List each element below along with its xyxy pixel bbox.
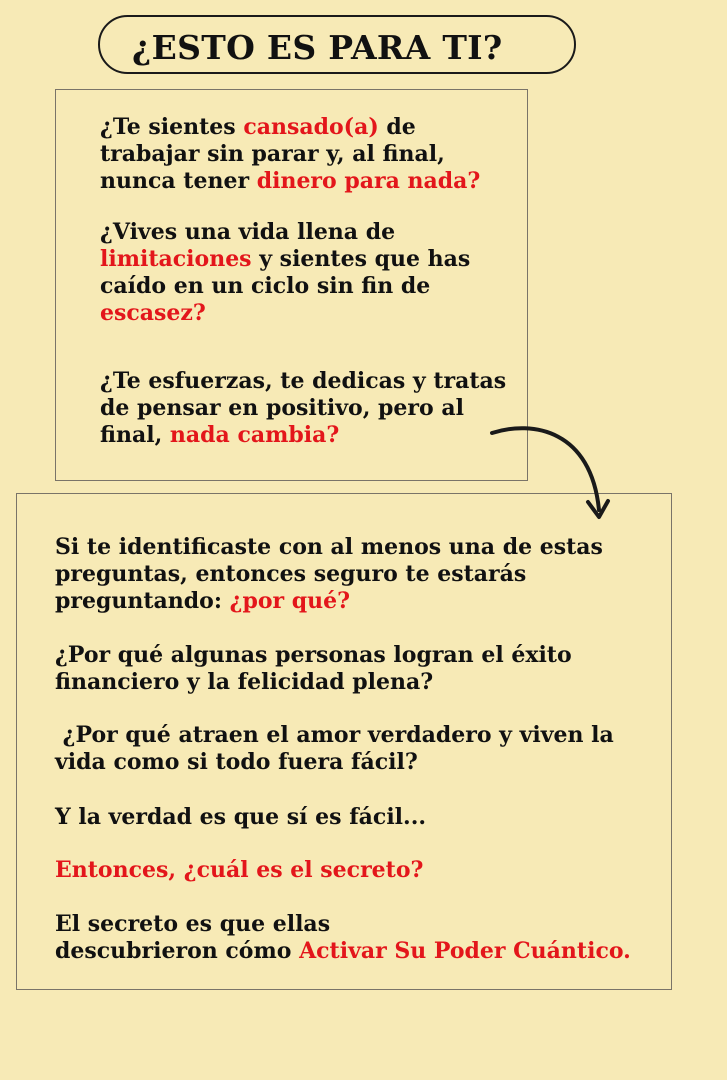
- secret-answer: [55, 911, 631, 965]
- text-segment: preguntando:: [55, 588, 230, 614]
- highlight-text: limitaciones: [100, 246, 252, 272]
- text-segment: Y la verdad es que sí es fácil...: [55, 804, 427, 830]
- text-segment: ¿Por qué algunas personas logran el éxito: [55, 642, 572, 668]
- text-segment: ¿Te esfuerzas, te dedicas y tratas: [100, 368, 507, 394]
- success-question: [55, 642, 572, 696]
- highlight-text: Activar Su Poder Cuántico.: [299, 938, 631, 964]
- truth-statement: [55, 804, 426, 831]
- text-segment: caído en un ciclo sin fin de: [100, 273, 431, 299]
- text-segment: de pensar en positivo, pero al: [100, 395, 464, 421]
- text-segment: ¿Vives una vida llena de: [100, 219, 396, 245]
- text-segment: Si te identificaste con al menos una de estas: [55, 534, 603, 560]
- highlight-text: ¿por qué?: [229, 588, 351, 614]
- curved-arrow-icon: [488, 422, 618, 524]
- question-effort: [100, 368, 506, 449]
- text-segment: ¿Te sientes: [100, 114, 244, 140]
- question-limitations: [100, 219, 470, 327]
- intro-paragraph: [55, 534, 603, 615]
- text-segment: vida como si todo fuera fácil?: [55, 749, 418, 775]
- highlight-text: cansado(a): [243, 114, 379, 140]
- text-segment: financiero y la felicidad plena?: [55, 669, 434, 695]
- text-segment: preguntas, entonces seguro te estarás: [55, 561, 527, 587]
- text-segment: y sientes que has: [251, 246, 471, 272]
- text-segment: El secreto es que ellas: [55, 911, 331, 937]
- highlight-text: dinero para nada?: [256, 168, 481, 194]
- text-segment: nunca tener: [100, 168, 257, 194]
- love-question: [55, 722, 614, 776]
- text-segment: de: [378, 114, 416, 140]
- secret-question: [55, 857, 423, 884]
- page-title: ¿ESTO ES PARA TI?: [132, 28, 503, 67]
- text-segment: descubrieron cómo: [55, 938, 300, 964]
- question-tired: [100, 114, 480, 195]
- highlight-text: Entonces, ¿cuál es el secreto?: [55, 857, 424, 883]
- title-banner: [98, 15, 576, 74]
- text-segment: ¿Por qué atraen el amor verdadero y viven la: [55, 722, 614, 748]
- highlight-text: nada cambia?: [169, 422, 340, 448]
- text-segment: final,: [100, 422, 170, 448]
- highlight-text: escasez?: [100, 300, 206, 326]
- text-segment: trabajar sin parar y, al final,: [100, 141, 445, 167]
